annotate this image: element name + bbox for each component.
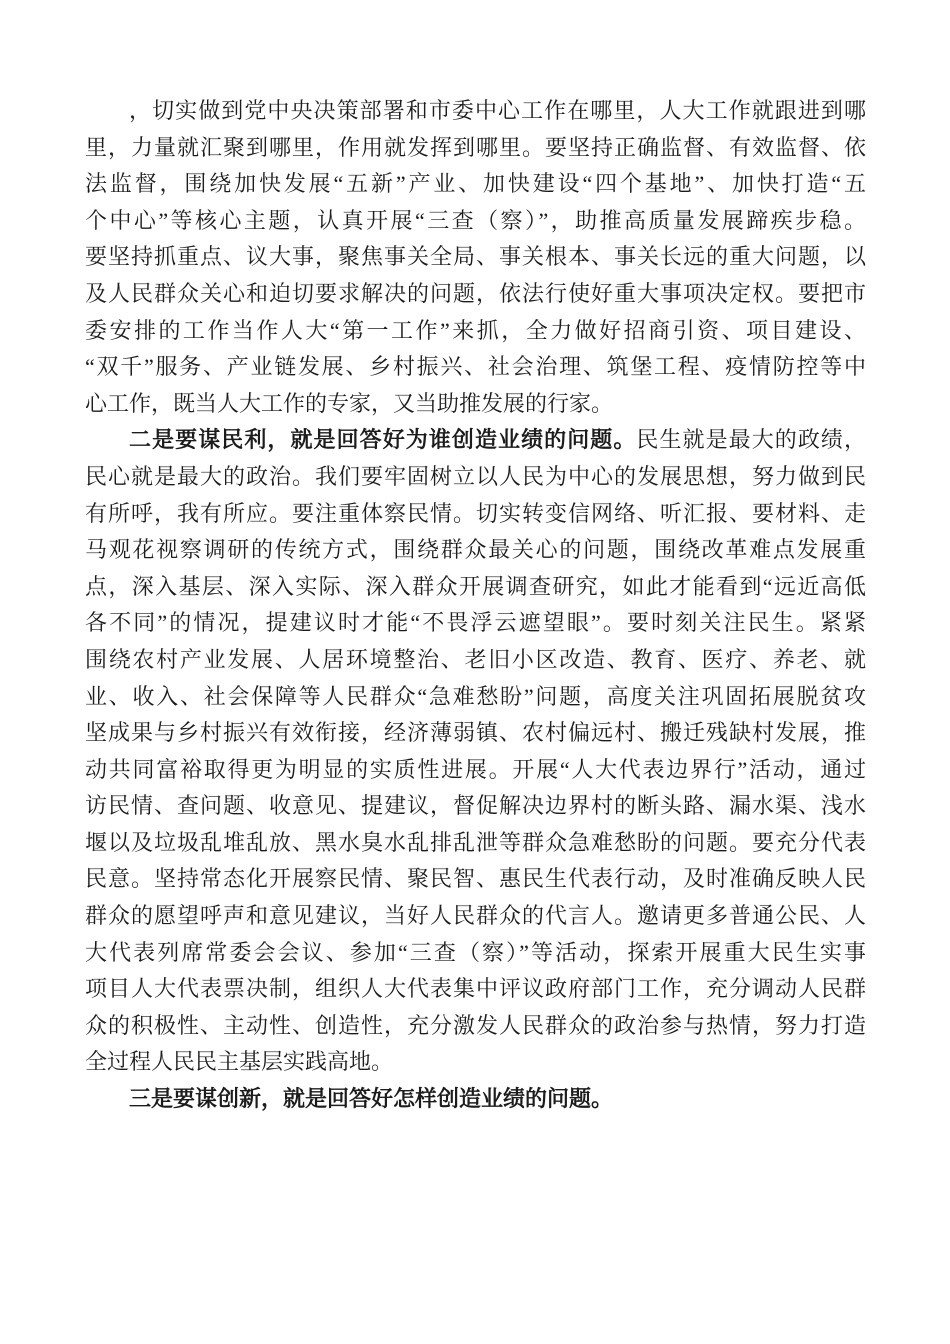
text-line — [85, 349, 866, 386]
text-segment: 点，深入基层、深入实际、深入群众开展调查研究，如此才能看到“远近高低 — [85, 573, 866, 599]
text-segment: ，切实做到党中央决策部署和市委中心工作在哪里，人大工作就跟进到哪 — [129, 98, 866, 123]
text-segment: 全过程人民民主基层实践高地。 — [85, 1049, 394, 1075]
text-line — [85, 825, 866, 862]
text-segment: 民意。坚持常态化开展察民情、聚民智、惠民生代表行动，及时准确反映人民 — [85, 866, 866, 892]
text-line — [85, 459, 866, 496]
text-line — [85, 93, 866, 130]
text-line — [85, 971, 866, 1008]
text-line — [85, 935, 866, 972]
text-line — [85, 898, 866, 935]
text-line — [85, 679, 866, 716]
bold-text-segment: 三是要谋创新，就是回答好怎样创造业绩的问题。 — [129, 1086, 614, 1112]
text-line — [85, 239, 866, 276]
text-segment: 坚成果与乡村振兴有效衔接，经济薄弱镇、农村偏远村、搬迁残缺村发展，推 — [85, 720, 866, 746]
text-segment: 心工作，既当人大工作的专家，又当助推发展的行家。 — [85, 390, 614, 416]
text-line — [85, 422, 866, 459]
text-segment: 要坚持抓重点、议大事，聚焦事关全局、事关根本、事关长远的重大问题，以 — [85, 244, 866, 270]
text-segment: 动共同富裕取得更为明显的实质性进展。开展“人大代表边界行”活动，通过 — [85, 756, 866, 782]
text-line — [85, 166, 866, 203]
paragraph-3 — [85, 1081, 866, 1118]
text-segment: 委安排的工作当作人大“第一工作”来抓，全力做好招商引资、项目建设、 — [85, 317, 866, 343]
text-line — [85, 1008, 866, 1045]
text-segment: 项目人大代表票决制，组织人大代表集中评议政府部门工作，充分调动人民群 — [85, 976, 866, 1002]
text-line — [85, 861, 866, 898]
text-segment: “双千”服务、产业链发展、乡村振兴、社会治理、筑堡工程、疫情防控等中 — [85, 354, 866, 380]
text-line — [85, 203, 866, 240]
text-segment: 民心就是最大的政治。我们要牢固树立以人民为中心的发展思想，努力做到民 — [85, 463, 866, 489]
text-line — [85, 605, 866, 642]
text-segment: 里，力量就汇聚到哪里，作用就发挥到哪里。要坚持正确监督、有效监督、依 — [85, 134, 866, 160]
text-segment: 群众的愿望呼声和意见建议，当好人民群众的代言人。邀请更多普通公民、人 — [85, 903, 866, 929]
text-segment: 及人民群众关心和迫切要求解决的问题，依法行使好重大事项决定权。要把市 — [85, 280, 866, 306]
text-segment: 大代表列席常委会会议、参加“三查（察）”等活动，探索开展重大民生实事 — [85, 939, 866, 965]
text-segment: 围绕农村产业发展、人居环境整治、老旧小区改造、教育、医疗、养老、就 — [85, 646, 866, 672]
text-line — [85, 496, 866, 533]
text-line — [85, 752, 866, 789]
paragraph-1 — [85, 93, 866, 422]
text-line — [85, 532, 866, 569]
text-line — [85, 642, 866, 679]
text-segment: 民生就是最大的政绩， — [636, 427, 866, 453]
text-line — [85, 569, 866, 606]
text-segment: 马观花视察调研的传统方式，围绕群众最关心的问题，围绕改革难点发展重 — [85, 537, 866, 563]
text-line — [85, 1044, 866, 1081]
text-segment: 众的积极性、主动性、创造性，充分激发人民群众的政治参与热情，努力打造 — [85, 1012, 866, 1038]
text-line — [85, 386, 866, 423]
text-line — [85, 715, 866, 752]
text-line — [85, 788, 866, 825]
bold-text-segment: 二是要谋民利，就是回答好为谁创造业绩的问题。 — [129, 427, 637, 453]
text-line — [85, 130, 866, 167]
text-line — [85, 1081, 866, 1118]
text-segment: 有所呼，我有所应。要注重体察民情。切实转变信网络、听汇报、要材料、走 — [85, 500, 866, 526]
paragraph-2 — [85, 422, 866, 1081]
text-line — [85, 276, 866, 313]
document-body — [85, 93, 866, 1118]
text-segment: 访民情、查问题、收意见、提建议，督促解决边界村的断头路、漏水渠、浅水 — [85, 793, 866, 819]
text-segment: 堰以及垃圾乱堆乱放、黑水臭水乱排乱泄等群众急难愁盼的问题。要充分代表 — [85, 829, 866, 855]
text-line — [85, 313, 866, 350]
text-segment: 法监督，围绕加快发展“五新”产业、加快建设“四个基地”、加快打造“五 — [85, 171, 866, 197]
text-segment: 个中心”等核心主题，认真开展“三查（察）”，助推高质量发展蹄疾步稳。 — [85, 207, 866, 233]
text-segment: 各不同”的情况，提建议时才能“不畏浮云遮望眼”。要时刻关注民生。紧紧 — [85, 610, 866, 636]
text-segment: 业、收入、社会保障等人民群众“急难愁盼”问题，高度关注巩固拓展脱贫攻 — [85, 683, 866, 709]
